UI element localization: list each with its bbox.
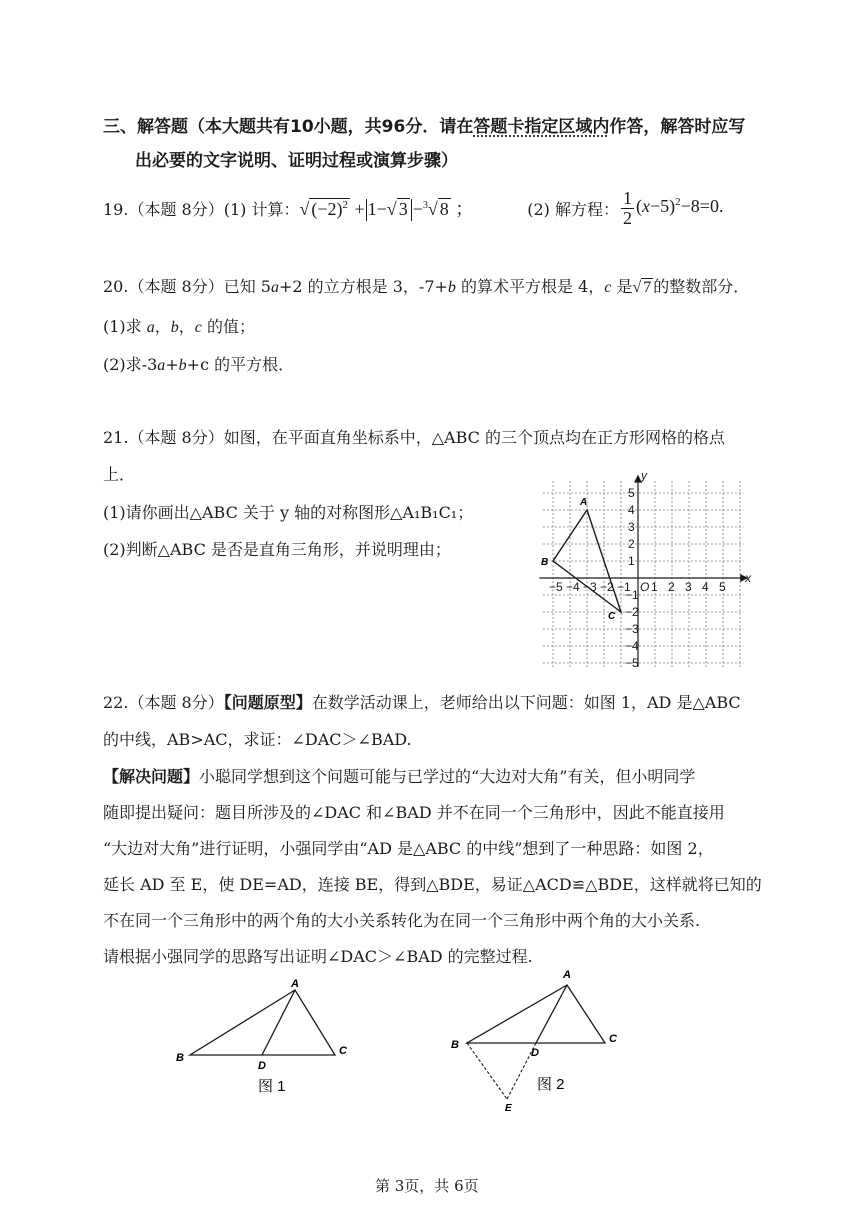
fig2-label-e: E [505,1103,512,1114]
fig2-label-c: C [609,1033,617,1045]
triangle-abc [541,497,621,622]
fig2-label-d: D [531,1047,539,1059]
section-heading-dotted: 答题卡指定区域内 [473,117,610,137]
question-22-line3: 【解决问题】小聪同学想到这个问题可能与已学过的“大边对大角”有关，但小明同学 [103,767,696,786]
y-tick-label: 5 [628,486,635,500]
x-tick-label: 3 [685,580,692,594]
y-tick-label: −2 [625,605,639,619]
q19-expression: √ $(-2)^2 + 1-√$ 3 −$^3$√ 8 ； [299,195,473,222]
question-21-line1: 21.（本题 8分）如图，在平面直角坐标系中，△ABC 的三个顶点均在正方形网格的格点 [103,428,725,447]
y-tick-label: 3 [628,520,635,534]
grid-lines [543,481,744,667]
question-22-line5: “大边对大角”进行证明，小强同学由“AD 是△ABC 的中线”想到了一种思路：如图 2， [103,839,714,858]
fig1-label-b: B [176,1052,184,1064]
y-tick-label: 1 [628,554,635,568]
question-22-line6: 延长 AD 至 E，使 DE=AD，连接 BE，得到△BDE，易证△ACD≌△BDE，这样就将已知的 [103,875,762,894]
y-tick-label: −4 [625,639,639,653]
question-20-part2: (2)求-3a+b+c 的平方根． [103,355,295,374]
figure-1 [170,975,360,1100]
y-tick-label: −5 [625,656,639,667]
question-22-line7: 不在同一个三角形中的两个角的大小关系转化为在同一个三角形中两个角的大小关系. [103,911,701,930]
q19-equation: $\frac{1}{2}$ $(x-5)^2-8=0$. [623,188,724,228]
question-20: 20.（本题 8分）已知 5a+2 的立方根是 3，-7+b 的算术平方根是 4，c 是√ 7 的整数部分． [103,277,750,296]
fig2-label-b: B [451,1039,459,1051]
question-22-line8: 请根据小强同学的思路写出证明∠DAC＞∠BAD 的完整过程. [103,947,533,966]
x-tick-label: −5 [549,580,563,594]
section-heading: 三、解答题（本大题共有10小题，共96分．请在答题卡指定区域内作答，解答时应写 [103,117,746,137]
x-axis-label: x [745,571,752,585]
x-tick-label: 1 [651,580,658,594]
vertex-b-label: B [541,557,549,568]
axes [539,476,746,667]
page-footer: 第 3页，共 6页 [375,1177,479,1195]
fig1-label-a: A [291,978,299,990]
question-22-line2: 的中线，AB>AC，求证：∠DAC＞∠BAD. [103,730,412,749]
x-tick-label: −2 [600,580,614,594]
fig1-label-d: D [258,1060,266,1072]
question-21-part2: (2)判断△ABC 是否是直角三角形，并说明理由； [103,540,451,559]
x-tick-label: −4 [566,580,580,594]
section-heading-line2: 出必要的文字说明、证明过程或演算步骤） [135,151,458,171]
x-tick-label: 4 [702,580,709,594]
question-21-line2: 上． [103,465,136,484]
figure-2 [445,965,635,1115]
question-21-part1: (1)请你画出△ABC 关于 y 轴的对称图形△A₁B₁C₁； [103,503,474,522]
vertex-a-label: A [580,497,588,508]
fig1-label-c: C [339,1045,347,1057]
question-19: 19.（本题 8分）(1) 计算： √ $(-2)^2 + 1-√$ 3 −$^3$√ 8 ； (2) 解方程： $\frac{1}{2}$ $(x-5)^2-8=0$. [103,188,724,228]
coordinate-grid-figure [535,462,765,667]
question-20-part1: (1)求 a，b，c 的值； [103,317,256,336]
vertex-c-label: C [608,611,616,622]
x-tick-label: −1 [617,580,631,594]
fig2-caption: 图 2 [537,1076,565,1093]
x-tick-label: 2 [668,580,675,594]
question-22-line1: 22.（本题 8分）【问题原型】在数学活动课上，老师给出以下问题：如图 1，AD 是△ABC [103,693,741,712]
x-tick-label: 5 [719,580,726,594]
origin-label: O [640,580,650,594]
fig2-label-a: A [563,969,571,981]
fig1-caption: 图 1 [258,1078,286,1095]
y-tick-label: −1 [625,588,639,602]
y-tick-label: 4 [628,503,635,517]
y-axis-label: y [641,468,647,483]
y-tick-label: 2 [628,537,635,551]
x-tick-label: −3 [583,580,597,594]
question-22-line4: 随即提出疑问：题目所涉及的∠DAC 和∠BAD 并不在同一个三角形中，因此不能直接用 [103,803,725,822]
y-tick-label: −3 [625,622,639,636]
